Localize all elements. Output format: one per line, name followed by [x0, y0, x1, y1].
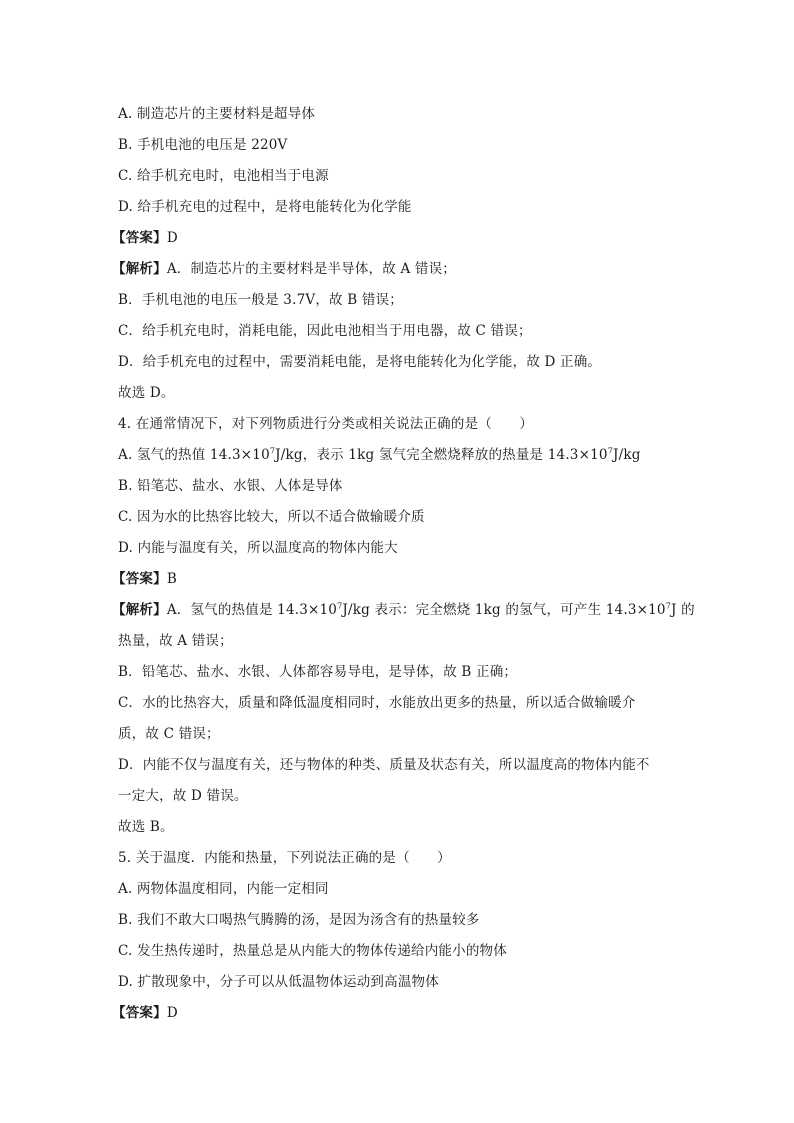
q5-option-c: C. 发生热传递时，热量总是从内能大的物体传递给内能小的物体	[118, 943, 507, 959]
q4-analysis-line-3: B．铅笔芯、盐水、水银、人体都容易导电，是导体，故 B 正确；	[118, 664, 518, 680]
q3-option-c: C. 给手机充电时，电池相当于电源	[118, 168, 329, 184]
q5-answer	[112, 998, 678, 1029]
q4-option-a-text-2: J/kg，表示 1kg 氢气完全燃烧释放的热量是 14.3×10	[275, 447, 608, 463]
analysis-text-2: J/kg 表示：完全燃烧 1kg 的氢气，可产生 14.3×10	[342, 602, 666, 618]
answer-tag: 【答案】	[112, 230, 167, 246]
analysis-tag: 【解析】	[112, 261, 167, 277]
q3-option-d: D. 给手机充电的过程中，是将电能转化为化学能	[118, 199, 412, 215]
exponent: 7	[269, 446, 276, 456]
q4-analysis-line-7: 一定大，故 D 错误。	[118, 788, 248, 804]
q4-analysis-line-4: C．水的比热容大，质量和降低温度相同时，水能放出更多的热量，所以适合做输暖介	[118, 695, 636, 711]
q3-conclusion: 故选 D。	[118, 385, 175, 401]
q3-analysis-line-1	[112, 254, 678, 285]
q4-analysis-line-5: 质，故 C 错误；	[118, 726, 220, 742]
q5-option-d: D. 扩散现象中，分子可以从低温物体运动到高温物体	[118, 974, 439, 990]
q4-analysis-line-1	[112, 595, 695, 626]
exponent: 7	[337, 601, 343, 611]
q4-stem: 4. 在通常情况下，对下列物质进行分类或相关说法正确的是（ ）	[118, 416, 534, 432]
q4-option-b: B. 铅笔芯、盐水、水银、人体是导体	[118, 478, 343, 494]
q4-conclusion: 故选 B。	[118, 819, 174, 835]
q4-option-d: D. 内能与温度有关，所以温度高的物体内能大	[118, 540, 398, 556]
q5-option-b: B. 我们不敢大口喝热气腾腾的汤，是因为汤含有的热量较多	[118, 912, 480, 928]
q4-option-a	[118, 440, 678, 471]
q4-analysis-line-2: 热量，故 A 错误；	[118, 633, 233, 649]
exponent: 7	[607, 446, 613, 456]
q5-stem: 5. 关于温度．内能和热量，下列说法正确的是（ ）	[118, 850, 451, 866]
answer-tag: 【答案】	[112, 1005, 167, 1021]
q3-option-a: A. 制造芯片的主要材料是超导体	[118, 106, 316, 122]
analysis-text-1: A．氢气的热值是 14.3×10	[166, 602, 338, 618]
q3-analysis-line-2: B．手机电池的电压一般是 3.7V，故 B 错误；	[118, 292, 403, 308]
analysis-tag: 【解析】	[112, 602, 167, 618]
q4-option-c: C. 因为水的比热容比较大，所以不适合做输暖介质	[118, 509, 425, 525]
q4-option-a-text-1: A. 氢气的热值 14.3×10	[118, 447, 270, 463]
answer-tag: 【答案】	[112, 571, 167, 587]
q3-answer	[112, 223, 678, 254]
q4-answer	[112, 564, 678, 595]
q4-option-a-text-3: J/kg	[612, 447, 641, 463]
answer-value: B	[166, 571, 177, 587]
q4-analysis-line-6: D．内能不仅与温度有关，还与物体的种类、质量及状态有关，所以温度高的物体内能不	[118, 757, 650, 773]
q3-analysis-line-4: D．给手机充电的过程中，需要消耗电能，是将电能转化为化学能，故 D 正确。	[118, 354, 602, 370]
answer-value: D	[166, 230, 178, 246]
q3-option-b: B. 手机电池的电压是 220V	[118, 137, 288, 153]
q5-option-a: A. 两物体温度相同，内能一定相同	[118, 881, 329, 897]
analysis-text: A．制造芯片的主要材料是半导体，故 A 错误；	[166, 261, 456, 277]
exponent: 7	[665, 601, 672, 611]
q3-analysis-line-3: C．给手机充电时，消耗电能，因此电池相当于用电器，故 C 错误；	[118, 323, 532, 339]
document-page	[112, 99, 695, 1029]
analysis-text-3: J 的	[671, 602, 695, 618]
answer-value: D	[166, 1005, 178, 1021]
